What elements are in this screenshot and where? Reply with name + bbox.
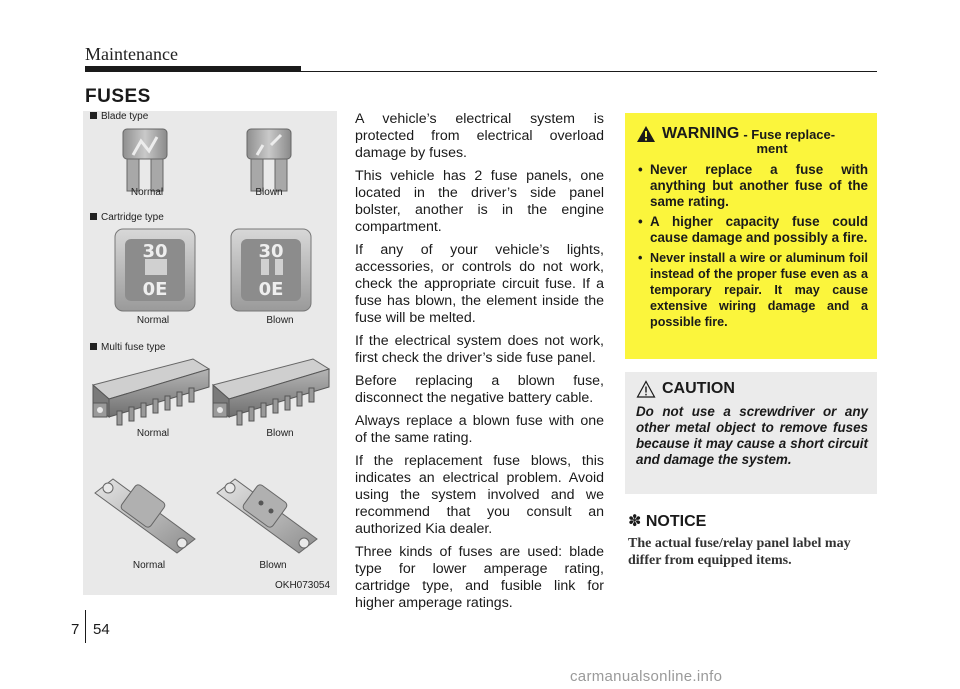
svg-text:30: 30 (258, 241, 284, 262)
body-paragraph: If any of your vehicle’s lights, accessories, or controls do not work, check the appropriate circuit fuse. If a fuse has blown, the element inside the fuse will be melted. (355, 242, 604, 326)
warning-title: WARNING (662, 125, 740, 142)
page-number: 54 (93, 621, 110, 638)
warning-subtitle: - Fuse replace- (743, 127, 836, 142)
cartridge-type-text: Cartridge type (101, 212, 164, 223)
multi-normal-caption: Normal (136, 428, 170, 439)
svg-text:30: 30 (142, 241, 168, 262)
fusible-link-normal-icon (95, 479, 195, 553)
warning-subtitle-2: ment (756, 141, 788, 156)
multi-blown-caption: Blown (266, 428, 294, 439)
body-paragraph: Always replace a blown fuse with one of the same rating. (355, 413, 604, 446)
caution-title: CAUTION (662, 380, 735, 397)
svg-text:0E: 0E (258, 279, 284, 300)
cartridge-normal-caption: Normal (136, 315, 170, 326)
blade-blown-caption: Blown (255, 187, 283, 198)
page-title: FUSES (85, 86, 151, 107)
body-paragraph: If the replacement fuse blows, this indicates an electrical problem. Avoid using the system involved and we recommend that you consult an authorized Kia dealer. (355, 453, 604, 537)
caution-triangle-icon (636, 380, 656, 398)
header-rule-thick (85, 66, 301, 72)
link-blown-caption: Blown (259, 560, 287, 571)
warning-item: • A higher capacity fuse could cause damage and possibly a fire. (636, 214, 868, 246)
warning-item: • Never install a wire or aluminum foil instead of the proper fuse even as a temporary repair. It may cause extensive wiring damage and a possible fire. (636, 250, 868, 330)
section-name: Maintenance (85, 44, 178, 64)
warning-triangle-icon (636, 125, 656, 143)
body-paragraph: If the electrical system does not work, first check the driver’s side fuse panel. (355, 333, 604, 366)
caution-text: Do not use a screwdriver or any other metal object to remove fuses because it may cause a short circuit and damage the system. (636, 404, 868, 467)
body-paragraph: Three kinds of fuses are used: blade type for lower amperage rating, cartridge type, and fusible link for higher amperage ratings. (355, 544, 604, 611)
multi-fuse-normal-icon (93, 359, 209, 425)
multi-fuse-type-text: Multi fuse type (101, 342, 166, 353)
cartridge-type-label (90, 212, 164, 223)
cartridge-blown-caption: Blown (266, 315, 294, 326)
page-number-divider (85, 610, 86, 643)
figure-code: OKH073054 (275, 580, 331, 591)
blade-fuse-normal-icon (123, 129, 167, 191)
multi-fuse-blown-icon (213, 359, 329, 425)
warning-box (625, 113, 877, 359)
fusible-link-blown-icon (217, 479, 317, 553)
fuse-types-figure (83, 111, 337, 595)
caution-header (636, 380, 868, 398)
blade-normal-caption: Normal (130, 187, 164, 198)
header-rule-thin (301, 71, 877, 72)
blade-type-text: Blade type (101, 111, 149, 122)
blade-fuse-blown-icon (247, 129, 291, 191)
watermark: carmanualsonline.info (570, 668, 723, 685)
cartridge-fuse-normal-icon (115, 229, 195, 311)
body-paragraph: A vehicle’s electrical system is protected from electrical overload damage by fuses. (355, 111, 604, 161)
blade-type-label (90, 111, 148, 122)
body-text (355, 111, 604, 618)
warning-header (636, 125, 868, 143)
chapter-number: 7 (71, 621, 80, 638)
multi-fuse-type-label (90, 342, 165, 353)
body-paragraph: This vehicle has 2 fuse panels, one located in the driver’s side panel bolster, another is in the engine compartment. (355, 168, 604, 235)
link-normal-caption: Normal (132, 560, 166, 571)
svg-text:0E: 0E (142, 279, 168, 300)
warning-item: • Never replace a fuse with anything but another fuse of the same rating. (636, 162, 868, 210)
warning-list (636, 162, 868, 330)
fuse-illustrations (83, 111, 337, 595)
body-paragraph: Before replacing a blown fuse, disconnect the negative battery cable. (355, 373, 604, 406)
notice-title: ✽ NOTICE (628, 513, 707, 530)
cartridge-fuse-blown-icon (231, 229, 311, 311)
notice-text: The actual fuse/relay panel label may differ from equipped items. (628, 536, 851, 568)
caution-box (625, 372, 877, 494)
